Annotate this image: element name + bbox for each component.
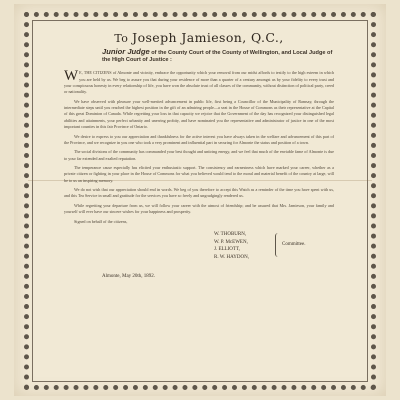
signatory-name: J. ELLIOTT, [214, 247, 240, 253]
address-content [64, 22, 334, 382]
paragraph [64, 70, 334, 95]
subtitle-rest: of the County Court of the County of Wellington, and Local Judge of the High Court of Justice : [102, 50, 333, 64]
paragraph: We do not wish that our appreciation should end in words. We beg of you therefore to accept this Watch as a reminder of the time you have spent with us, and this Tea Service in small and gratitude for the services you have so freely and ungrudgingly rendered us. [64, 186, 334, 199]
paragraph: The social divisions of the community has commanded your best thought and untiring energy, and we feel that much of the enviable fame of Almonte is due to your far extended and exalted reputation. [64, 149, 334, 161]
address-title [64, 30, 334, 45]
paragraph-text: E, THE CITIZENS of Almonte and vicinity, embrace the opportunity which your removal from our midst affords to testify to the high esteem in which you are held by us. We beg to assure you that during your residence of more than a quarter of a century amongst us by your fidelity to every trust and your conspicuous honesty in every relationship of life, you have won the absolute trust of all classes of the community, without distinction of political party, creed or nationality. [64, 70, 334, 95]
signatory-name: R. W. HAYDON, [214, 255, 249, 261]
committee-brace [275, 233, 281, 257]
paragraph: We have observed with pleasure your well-merited advancement in public life, first being a Councillor of the Municipality of Ramsay, through the intermediate steps until you reached the highest position in the gift of an admiring people—a seat in the House of Commons as their representative at the Capital of this great Dominion of Canada. While regretting your loss in that capacity we rejoice that the Government of the day has recognized your distinguished legal abilities and attainments, your perfect urbanity and unerring probity, and have nominated you the representative and administrator of justice in one of the most important counties in this fair Province of Ontario. [64, 98, 334, 130]
document-sheet [14, 4, 386, 396]
signature-block [64, 219, 334, 297]
address-body [64, 70, 334, 215]
signed-line: Signed on behalf of the citizens, [74, 219, 128, 225]
address-subtitle [102, 48, 334, 64]
paragraph: The temperance cause especially has elicited your enthusiastic support. The consistency and earnestness which have marked your career, whether as a private citizen or fighting in your place in the House of Commons for what you believed would tend to the moral and material benefit of the country at large, will be to us an inspiring memory. [64, 164, 334, 183]
drop-cap: W [64, 68, 79, 85]
place-date: Almonte, May 20th, 1892. [102, 274, 156, 280]
title-name: Joseph Jamieson, Q.C., [132, 30, 284, 45]
paragraph: While regretting your departure from us, we will follow your career with the utmost of friendship; and be assured that Mrs. Jamieson, your family and yourself will ever have our sincere wishes for your happiness and prosperity. [64, 202, 334, 214]
committee-label: Committee. [282, 242, 306, 248]
title-prefix: To [114, 32, 129, 45]
signatory-name: W. THOBURN, [214, 232, 247, 238]
signatory-list [214, 231, 249, 261]
subtitle-lead: Junior Judge [102, 47, 150, 56]
paragraph: We desire to express to you our appreciation and thankfulness for the active interest you have always taken in the welfare and advancement of this part of the Province, and we recognize in you one who took a very prominent and influential part in securing for Almonte the status and position of a town. [64, 133, 334, 145]
signatory-name: W. P. McEWEN, [214, 239, 248, 245]
